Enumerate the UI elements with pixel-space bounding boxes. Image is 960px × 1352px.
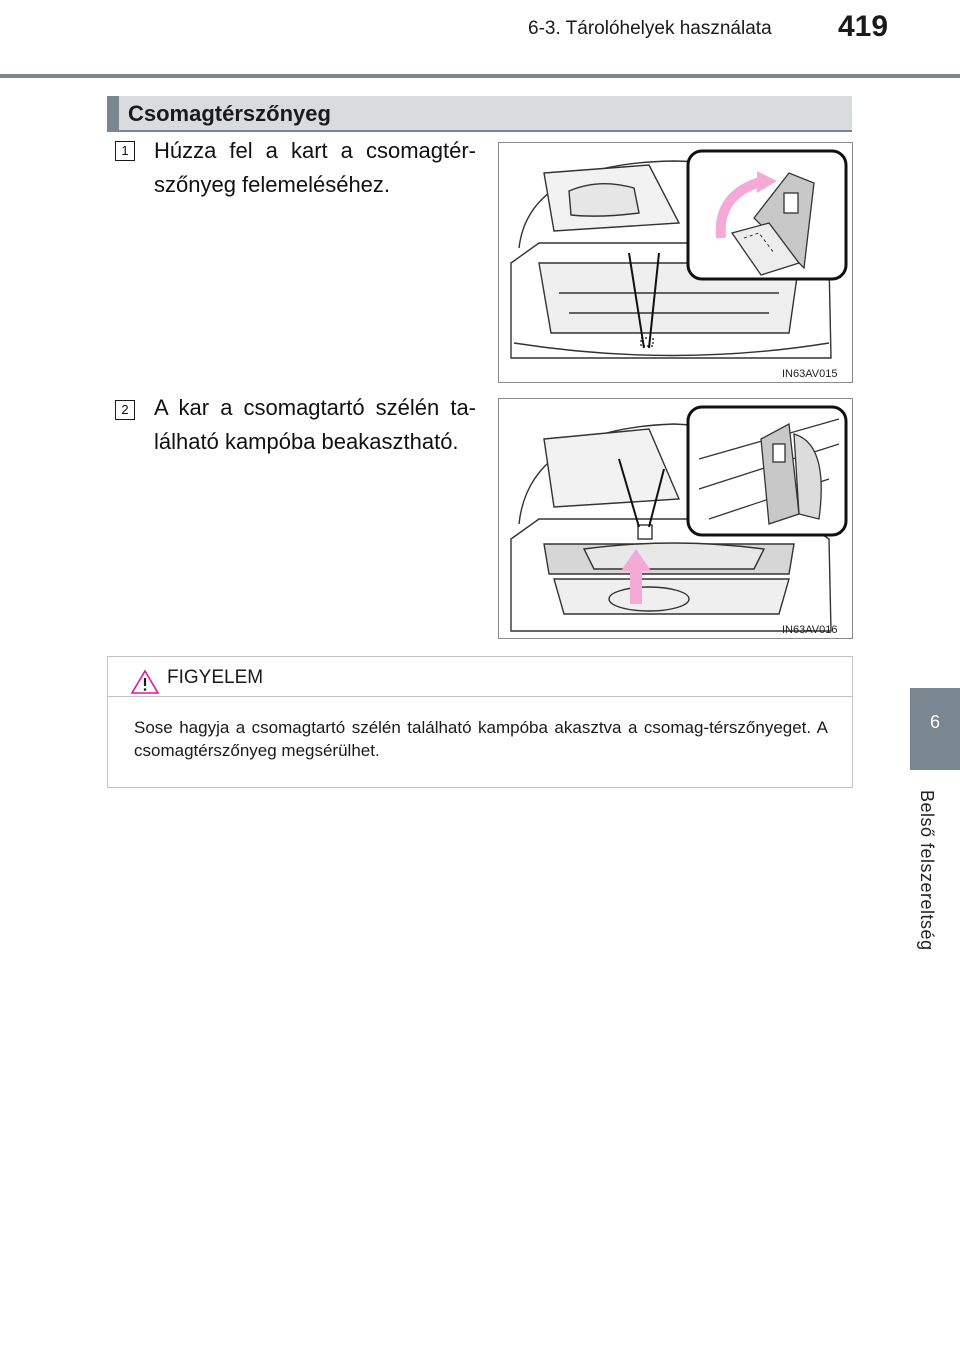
step-1-text: Húzza fel a kart a csomagtér-szőnyeg felemeléséhez.: [154, 138, 476, 197]
step-2-number: 2: [115, 400, 135, 420]
warning-box: [107, 656, 853, 788]
trunk-lever-hook-illustration: [499, 399, 852, 638]
header-section-title: 6-3. Tárolóhelyek használata: [528, 18, 772, 39]
chapter-tab-title: Belső felszereltség: [917, 790, 937, 951]
figure-trunk-lever-pull: [498, 142, 853, 383]
section-heading-accent: [107, 96, 119, 130]
chapter-tab-number: 6: [929, 712, 940, 732]
header-divider: [0, 74, 960, 78]
section-heading: Csomagtérszőnyeg: [128, 101, 331, 126]
warning-divider: [108, 696, 852, 697]
trunk-lever-pull-illustration: [499, 143, 852, 382]
figure-1-label: IN63AV015: [782, 368, 838, 380]
warning-title: FIGYELEM: [167, 667, 264, 688]
chapter-tab: [910, 688, 960, 770]
warning-text: Sose hagyja a csomagtartó szélén található kampóba akasztva a csomag-térszőnyeget. A csomagtérszőnyeg megsérülhet.: [134, 718, 828, 760]
figure-2-label: IN63AV016: [782, 624, 838, 636]
section-heading-underline: [107, 130, 852, 132]
page-number: 419: [838, 10, 889, 43]
step-1-number: 1: [115, 141, 135, 161]
figure-trunk-lever-hook: [498, 398, 853, 639]
step-2-text: A kar a csomagtartó szélén ta-lálható kampóba beakasztható.: [154, 395, 476, 454]
section-heading-bar: [107, 96, 852, 130]
warning-triangle-icon: [130, 669, 160, 695]
